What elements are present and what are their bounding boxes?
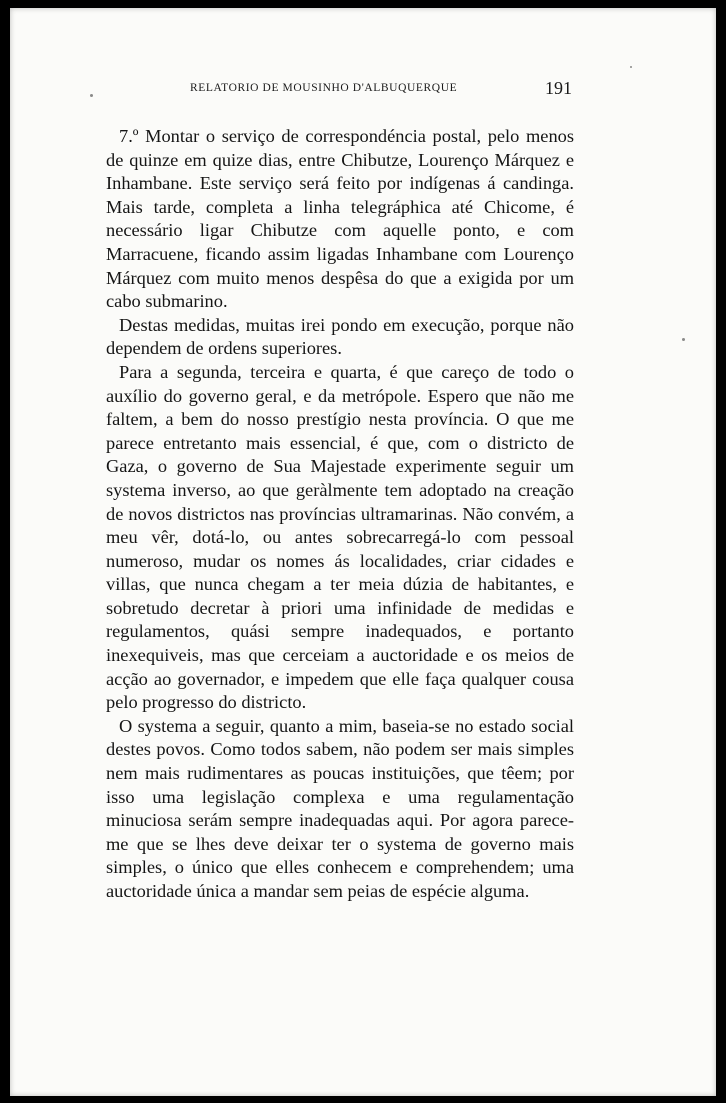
- paragraph: 7.º Montar o serviço de correspondéncia postal, pelo menos de quinze em quize dias, entre Chibutze, Lourenço Márquez e Inhambane. Este serviço será feito por indígenas á candinga. Mais tarde, completa a linha telegráphica até Chicome, é necessário ligar Chibutze com aquelle ponto, e com Marracuene, ficando assim ligadas Inhambane com Lourenço Márquez com muito menos despêsa do que a exigida por um cabo submarino.: [106, 126, 574, 312]
- body-text: [106, 125, 574, 904]
- paragraph: O systema a seguir, quanto a mim, baseia-se no estado social destes povos. Como todos sabem, não podem ser mais simples nem mais rudimentares as poucas instituições, que têem; por isso uma legislação complexa e uma regulamentação minuciosa serám sempre inadequadas aqui. Por agora parece-me que se lhes deve deixar ter o systema de governo mais simples, o único que elles conhecem e comprehendem; uma auctoridade única a mandar sem peias de espécie alguma.: [106, 715, 574, 901]
- paragraph: Para a segunda, terceira e quarta, é que careço de todo o auxílio do governo geral, e da metrópole. Espero que não me faltem, a bem do nosso prestígio nesta província. O que me parece entretanto mais essencial, é que, com o districto de Gaza, o governo de Sua Majestade experimente seguir um systema inverso, ao que geràlmente tem adoptado na creação de novos districtos nas províncias ultramarinas. Não convém, a meu vêr, dotá-lo, ou antes sobrecarregá-lo com pessoal numeroso, mudar os nomes ás localidades, criar cidades e villas, que nunca chegam a ter meia dúzia de habitantes, e sobretudo decretar à priori uma infinidade de medidas e regulamentos, quási sempre inadequados, e portanto inexequiveis, mas que cerceiam a auctoridade e os meios de acção ao governador, e impedem que elle faça qualquer cousa pelo progresso do districto.: [106, 361, 574, 713]
- paper-speck: [90, 94, 93, 97]
- paragraph: Destas medidas, muitas irei pondo em execução, porque não dependem de ordens superiores.: [106, 314, 574, 359]
- paper-speck: [630, 66, 632, 68]
- running-title: RELATORIO DE MOUSINHO D'ALBUQUERQUE: [190, 82, 458, 94]
- page-number: 191: [545, 78, 572, 98]
- paper-speck: [682, 338, 685, 341]
